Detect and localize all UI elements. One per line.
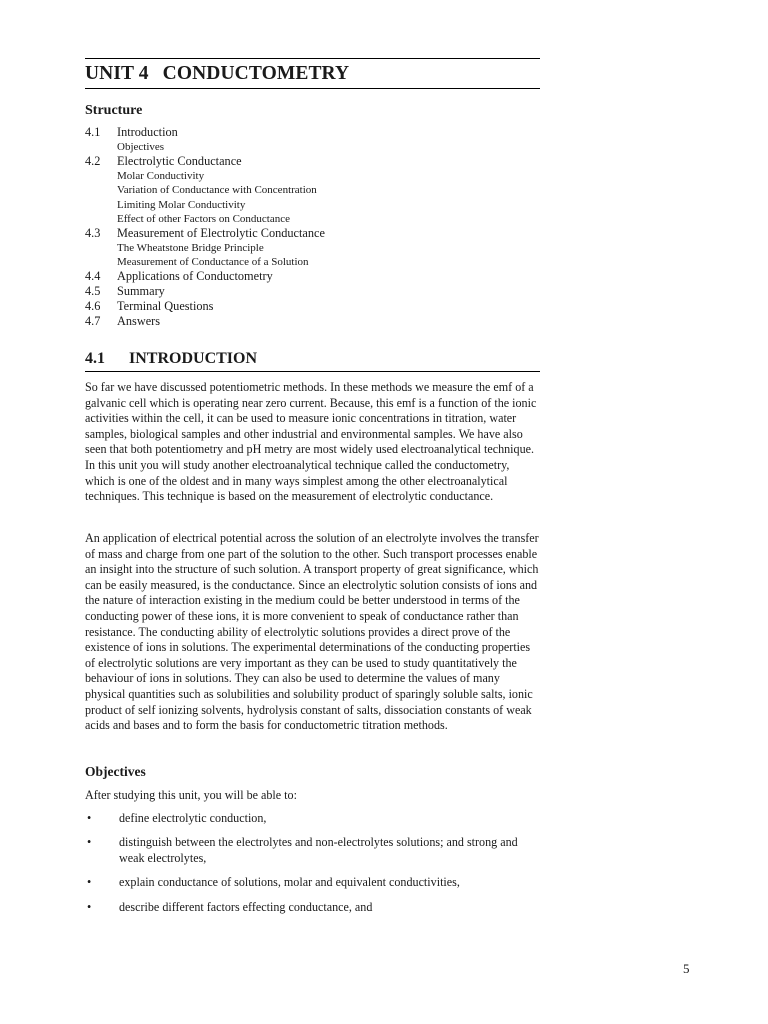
toc-entry-number: 4.5 bbox=[85, 284, 101, 299]
title-underline bbox=[85, 88, 540, 89]
toc-subentry: Variation of Conductance with Concentration bbox=[117, 184, 317, 197]
unit-title bbox=[85, 59, 540, 88]
unit-name: CONDUCTOMETRY bbox=[162, 63, 350, 84]
toc-entry-title: Electrolytic Conductance bbox=[117, 154, 242, 169]
structure-heading: Structure bbox=[85, 103, 143, 118]
toc-subentry: Molar Conductivity bbox=[117, 170, 205, 183]
objectives-heading: Objectives bbox=[85, 764, 146, 779]
page-number: 5 bbox=[683, 961, 690, 976]
toc-subentry: Effect of other Factors on Conductance bbox=[117, 212, 290, 225]
toc-entry-title: Applications of Conductometry bbox=[117, 269, 273, 284]
objective-item bbox=[85, 811, 540, 827]
toc-entry-title: Introduction bbox=[117, 125, 178, 139]
toc-entry bbox=[85, 125, 540, 140]
unit-header bbox=[85, 58, 540, 89]
section-number: 4.1 bbox=[85, 350, 105, 367]
toc-subentry: The Wheatstone Bridge Principle bbox=[117, 242, 264, 255]
bullet-icon: • bbox=[87, 899, 92, 914]
bullet-icon: • bbox=[87, 810, 92, 825]
table-of-contents bbox=[85, 125, 540, 329]
objective-item bbox=[85, 900, 540, 916]
toc-entry-number: 4.2 bbox=[85, 154, 101, 169]
toc-entry-title: Terminal Questions bbox=[117, 299, 214, 314]
toc-entry bbox=[85, 299, 540, 314]
objectives-list bbox=[85, 811, 540, 916]
toc-subentry: Objectives bbox=[117, 141, 165, 153]
structure-section bbox=[85, 103, 540, 329]
toc-entry-title: Summary bbox=[117, 284, 165, 299]
objective-text: define electrolytic conduction, bbox=[119, 810, 267, 825]
intro-paragraph-1: So far we have discussed potentiometric methods. In these methods we measure the emf of a galvanic cell which is operating near zero current. Because, this emf is a function of the ionic activities within the cell, it can be used to measure ionic concentrations in titration, water samples, biological samples and other industrial and environmental samples. We have also seen that both potentiometry and pH metry are most widely used electroanalytical technique. In this unit you will study another electroanalytical technique called the conductometry, which is one of the oldest and in many ways simplest among the other electroanalytical techniques. This technique is based on the measurement of electrolytic conductance. bbox=[85, 380, 537, 504]
toc-entry-number: 4.1 bbox=[85, 125, 101, 139]
unit-number: UNIT 4 bbox=[85, 63, 149, 84]
objective-text: explain conductance of solutions, molar and equivalent conductivities, bbox=[119, 875, 460, 890]
introduction-header bbox=[85, 347, 540, 372]
toc-entry bbox=[85, 269, 540, 284]
toc-entry-number: 4.3 bbox=[85, 226, 101, 241]
toc-subentry: Limiting Molar Conductivity bbox=[117, 198, 246, 211]
introduction-title bbox=[85, 347, 540, 371]
intro-paragraph-2: An application of electrical potential across the solution of an electrolyte involves the transfer of mass and charge from one part of the solution to the other. Such transport processes enable an insight into the structure of such solution. A transport property of great significance, which can be easily measured, is the conductance. Since an electrolytic solution consists of ions and the nature of interaction existing in the medium could be better understood in terms of the conducting power of these ions, it is more convenient to speak of conductance rather than resistance. The conducting ability of electrolytic solutions provides a direct prove of the existence of ions in solutions. The experimental determinations of the conducting properties of electrolytic solutions are very important as they can be used to study quantitatively the behaviour of ions in solutions. They can also be used to determine the values of many physical quantities such as solubilities and solubility product of sparingly soluble salts, ionic product of self ionizing solvents, hydrolysis constant of salts, dissociation constants of weak acids and bases and to form the basis for conductometric titration methods. bbox=[85, 531, 539, 733]
toc-entry bbox=[85, 154, 540, 169]
bullet-icon: • bbox=[87, 875, 92, 890]
toc-entry-number: 4.4 bbox=[85, 269, 101, 284]
toc-entry bbox=[85, 226, 540, 241]
toc-entry bbox=[85, 284, 540, 299]
toc-entry-title: Measurement of Electrolytic Conductance bbox=[117, 226, 325, 241]
objective-text: describe different factors effecting conductance, and bbox=[119, 899, 373, 914]
objective-item bbox=[85, 875, 540, 891]
bullet-icon: • bbox=[87, 835, 92, 850]
objectives-section bbox=[85, 764, 540, 925]
objective-text: distinguish between the electrolytes and non-electrolytes solutions; and strong and weak electrolytes, bbox=[119, 835, 518, 865]
section-rule bbox=[85, 371, 540, 372]
objective-item bbox=[85, 835, 540, 866]
toc-entry-title: Answers bbox=[117, 314, 161, 329]
section-title: INTRODUCTION bbox=[129, 350, 258, 367]
objectives-intro: After studying this unit, you will be able to: bbox=[85, 788, 297, 802]
toc-entry bbox=[85, 314, 540, 329]
toc-entry-number: 4.6 bbox=[85, 299, 101, 314]
toc-subentry: Measurement of Conductance of a Solution bbox=[117, 256, 309, 269]
toc-entry-number: 4.7 bbox=[85, 314, 101, 329]
